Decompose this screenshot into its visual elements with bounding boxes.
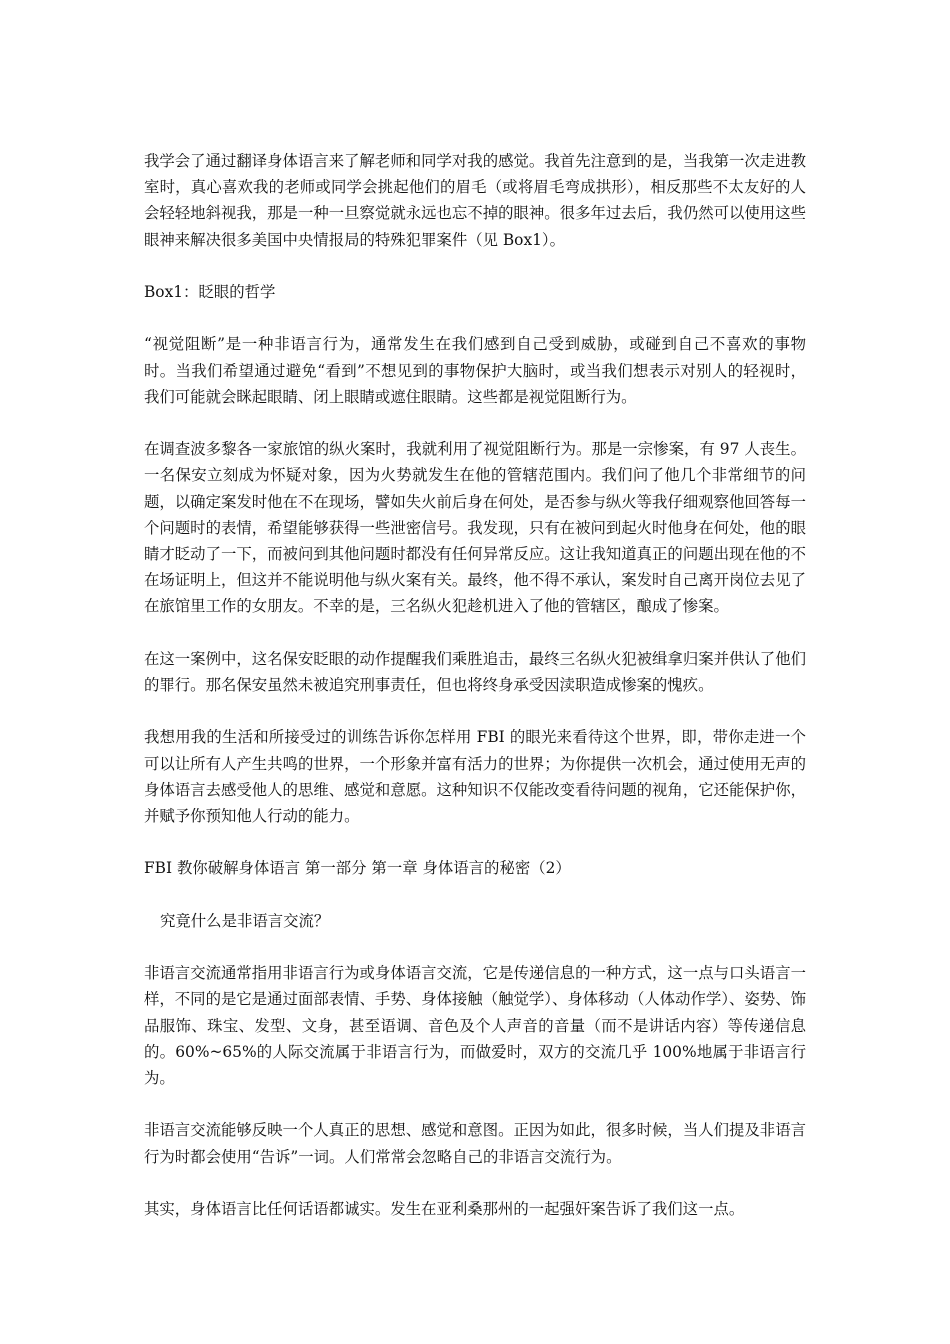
box-heading: Box1：眨眼的哲学: [144, 283, 276, 301]
document-body: [144, 148, 806, 1248]
paragraph-nonverbal-definition: 非语言交流通常指用非语言行为或身体语言交流，它是传递信息的一种方式，这一点与口头语言一样，不同的是它是通过面部表情、手势、身体接触（触觉学）、身体移动（人体动作学）、姿势、饰品服饰、珠宝、发型、文身，甚至语调、音色及个人声音的音量（而不是讲话内容）等传递信息的。60%~65%的人际交流属于非语言行为，而做爱时，双方的交流几乎 100%地属于非语言行为。: [144, 964, 806, 1087]
paragraph-case-conclusion: 在这一案例中，这名保安眨眼的动作提醒我们乘胜追击，最终三名纵火犯被缉拿归案并供认了他们的罪行。那名保安虽然未被追究刑事责任，但也将终身承受因渎职造成惨案的愧疚。: [144, 649, 806, 694]
section-heading: 究竟什么是非语言交流？: [160, 911, 330, 930]
paragraph-intro: 我学会了通过翻译身体语言来了解老师和同学对我的感觉。我首先注意到的是，当我第一次走进教室时，真心喜欢我的老师或同学会挑起他们的眉毛（或将眉毛弯成拱形），相反那些不太友好的人会轻轻地斜视我，那是一种一旦察觉就永远也忘不掉的眼神。很多年过去后，我仍然可以使用这些眼神来解决很多美国中央情报局的特殊犯罪案件（见 Box1）。: [144, 152, 806, 249]
paragraph-arson-case: 在调查波多黎各一家旅馆的纵火案时，我就利用了视觉阻断行为。那是一宗惨案，有 97 人丧生。一名保安立刻成为怀疑对象，因为火势就发生在他的管辖范围内。我们问了他几个非常细节的问题，以确定案发时他在不在现场，譬如失火前后身在何处，是否参与纵火等我仔细观察他回答每一个问题时的表情，希望能够获得一些泄密信号。我发现，只有在被问到起火时他身在何处，他的眼睛才眨动了一下，而被问到其他问题时都没有任何异常反应。这让我知道真正的问题出现在他的不在场证明上，但这并不能说明他与纵火案有关。最终，他不得不承认，案发时自己离开岗位去见了在旅馆里工作的女朋友。不幸的是，三名纵火犯趁机进入了他的管辖区，酿成了惨案。: [144, 440, 806, 616]
paragraph-honesty: 其实，身体语言比任何话语都诚实。发生在亚利桑那州的一起强奸案告诉了我们这一点。: [144, 1199, 745, 1218]
paragraph-visual-blocking: “视觉阻断”是一种非语言行为，通常发生在我们感到自己受到威胁，或碰到自己不喜欢的事物时。当我们希望通过避免“看到”不想见到的事物保护大脑时，或当我们想表示对别人的轻视时，我们可能就会眯起眼睛、闭上眼睛或遮住眼睛。这些都是视觉阻断行为。: [144, 335, 806, 406]
paragraph-fbi-perspective: 我想用我的生活和所接受过的训练告诉你怎样用 FBI 的眼光来看待这个世界，即，带你走进一个可以让所有人产生共鸣的世界，一个形象并富有活力的世界；为你提供一次机会，通过使用无声的身体语言去感受他人的思维、感觉和意愿。这种知识不仅能改变看待问题的视角，它还能保护你，并赋予你预知他人行动的能力。: [144, 728, 806, 825]
chapter-heading: FBI 教你破解身体语言 第一部分 第一章 身体语言的秘密（2）: [144, 859, 571, 878]
paragraph-nonverbal-reflection: 非语言交流能够反映一个人真正的思想、感觉和意图。正因为如此，很多时候，当人们提及非语言行为时都会使用“告诉”一词。人们常常会忽略自己的非语言交流行为。: [144, 1121, 806, 1166]
